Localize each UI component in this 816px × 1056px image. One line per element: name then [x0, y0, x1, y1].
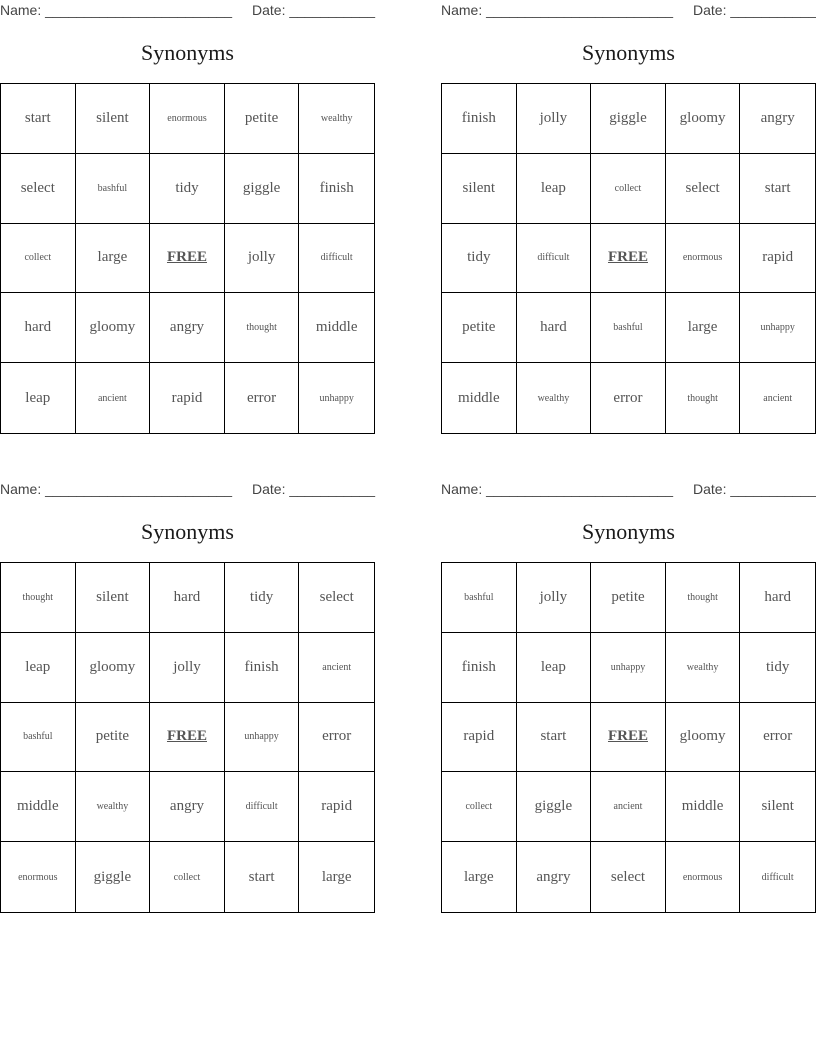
bingo-cell: petite — [442, 293, 517, 363]
bingo-cell: rapid — [150, 363, 225, 433]
bingo-cell: silent — [442, 154, 517, 224]
bingo-cell: select — [1, 154, 76, 224]
bingo-cell: angry — [150, 293, 225, 363]
date-field[interactable]: Date: ___________ — [693, 481, 816, 497]
card-title: Synonyms — [141, 519, 234, 544]
bingo-cell: error — [740, 703, 815, 773]
bingo-cell: bashful — [76, 154, 151, 224]
bingo-cell: large — [442, 842, 517, 912]
bingo-cell: difficult — [517, 224, 592, 294]
free-space: FREE — [591, 224, 666, 294]
bingo-cell: gloomy — [666, 84, 741, 154]
bingo-cell: unhappy — [319, 392, 354, 404]
bingo-cell: ancient — [299, 633, 374, 703]
bingo-cell: error — [591, 363, 666, 433]
bingo-cell: rapid — [442, 703, 517, 773]
bingo-cell: gloomy — [76, 293, 151, 363]
bingo-grid — [0, 83, 375, 434]
bingo-cell: rapid — [299, 772, 374, 842]
name-field[interactable]: Name: ________________________ — [441, 481, 673, 497]
bingo-cell: start — [225, 842, 300, 912]
bingo-cell: wealthy — [299, 84, 374, 154]
bingo-cell: difficult — [761, 871, 794, 883]
bingo-cell: select — [666, 154, 741, 224]
bingo-cell: thought — [225, 293, 300, 363]
bingo-cell: finish — [299, 154, 374, 224]
bingo-cell: silent — [740, 772, 815, 842]
bingo-cell: start — [740, 154, 815, 224]
bingo-cell: leap — [1, 633, 76, 703]
bingo-cell: giggle — [76, 842, 151, 912]
bingo-cell: enormous — [666, 224, 741, 294]
bingo-cell: difficult — [225, 772, 300, 842]
bingo-cell: collect — [442, 772, 517, 842]
bingo-cell: giggle — [591, 84, 666, 154]
bingo-cell: ancient — [76, 363, 151, 433]
bingo-cell: finish — [442, 633, 517, 703]
bingo-cell: start — [517, 703, 592, 773]
free-space: FREE — [150, 703, 225, 773]
bingo-cell: error — [225, 363, 300, 433]
bingo-cell: petite — [225, 84, 300, 154]
bingo-cell: difficult — [299, 224, 374, 294]
bingo-cell: large — [666, 293, 741, 363]
bingo-cell: leap — [1, 363, 76, 433]
bingo-cell: tidy — [225, 563, 300, 633]
bingo-cell: rapid — [740, 224, 815, 294]
bingo-cell: tidy — [740, 633, 815, 703]
bingo-cell: wealthy — [517, 363, 592, 433]
bingo-cell: select — [299, 563, 374, 633]
bingo-cell: start — [1, 84, 76, 154]
free-space: FREE — [150, 224, 225, 294]
bingo-cell: giggle — [225, 154, 300, 224]
bingo-cell: select — [591, 842, 666, 912]
bingo-cell: wealthy — [666, 633, 741, 703]
bingo-cell: finish — [225, 633, 300, 703]
bingo-cell: enormous — [666, 842, 741, 912]
bingo-cell: angry — [517, 842, 592, 912]
name-field[interactable]: Name: ________________________ — [0, 2, 232, 18]
bingo-cell: tidy — [150, 154, 225, 224]
bingo-cell: petite — [76, 703, 151, 773]
bingo-grid — [441, 562, 816, 913]
bingo-cell: thought — [1, 563, 76, 633]
bingo-cell: thought — [666, 563, 741, 633]
bingo-cell: bashful — [591, 293, 666, 363]
bingo-cell: jolly — [225, 224, 300, 294]
bingo-cell: ancient — [763, 392, 793, 404]
free-space: FREE — [591, 703, 666, 773]
bingo-cell: enormous — [1, 842, 76, 912]
bingo-cell: angry — [740, 84, 815, 154]
bingo-cell: middle — [666, 772, 741, 842]
bingo-cell: leap — [517, 154, 592, 224]
date-field[interactable]: Date: ___________ — [252, 2, 375, 18]
bingo-cell: giggle — [517, 772, 592, 842]
bingo-cell: middle — [442, 363, 517, 433]
bingo-cell: angry — [150, 772, 225, 842]
bingo-grid — [441, 83, 816, 434]
bingo-cell: unhappy — [591, 633, 666, 703]
bingo-cell: thought — [666, 363, 741, 433]
bingo-cell: jolly — [517, 84, 592, 154]
bingo-cell: collect — [591, 154, 666, 224]
bingo-cell: petite — [591, 563, 666, 633]
name-date-row — [441, 0, 816, 22]
name-date-row — [441, 479, 816, 501]
name-field[interactable]: Name: ________________________ — [441, 2, 673, 18]
card-title: Synonyms — [582, 40, 675, 65]
name-date-row — [0, 479, 375, 501]
name-field[interactable]: Name: ________________________ — [0, 481, 232, 497]
bingo-cell: bashful — [1, 703, 76, 773]
bingo-grid — [0, 562, 375, 913]
bingo-cell: hard — [1, 293, 76, 363]
date-field[interactable]: Date: ___________ — [693, 2, 816, 18]
bingo-cell: large — [321, 868, 352, 885]
card-title: Synonyms — [582, 519, 675, 544]
bingo-cell: unhappy — [225, 703, 300, 773]
bingo-cell: silent — [76, 84, 151, 154]
bingo-cell: leap — [517, 633, 592, 703]
bingo-cell: wealthy — [76, 772, 151, 842]
bingo-cell: silent — [76, 563, 151, 633]
bingo-cell: tidy — [442, 224, 517, 294]
bingo-cell: hard — [740, 563, 815, 633]
bingo-cell: jolly — [517, 563, 592, 633]
bingo-cell: enormous — [150, 84, 225, 154]
date-field[interactable]: Date: ___________ — [252, 481, 375, 497]
name-date-row — [0, 0, 375, 22]
bingo-cell: gloomy — [666, 703, 741, 773]
bingo-cell: collect — [150, 842, 225, 912]
bingo-cell: finish — [442, 84, 517, 154]
bingo-cell: large — [76, 224, 151, 294]
card-title: Synonyms — [141, 40, 234, 65]
bingo-cell: unhappy — [740, 293, 815, 363]
bingo-cell: bashful — [442, 563, 517, 633]
bingo-cell: collect — [1, 224, 76, 294]
bingo-cell: hard — [517, 293, 592, 363]
bingo-cell: error — [299, 703, 374, 773]
bingo-cell: middle — [1, 772, 76, 842]
bingo-cell: jolly — [150, 633, 225, 703]
bingo-cell: ancient — [591, 772, 666, 842]
bingo-cell: middle — [299, 293, 374, 363]
bingo-cell: gloomy — [76, 633, 151, 703]
bingo-cell: hard — [150, 563, 225, 633]
